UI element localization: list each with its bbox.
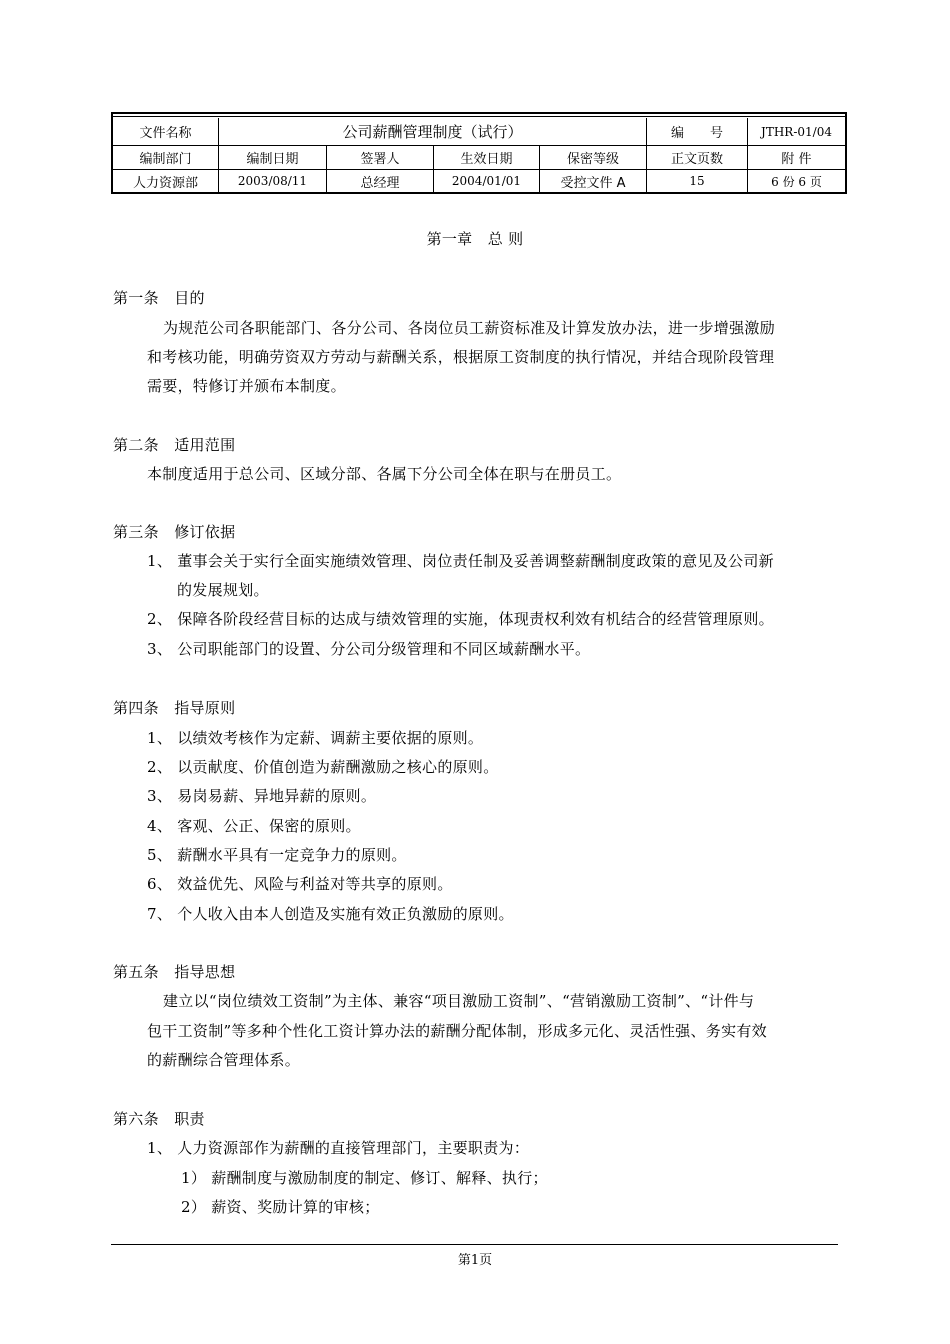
article-heading: 第五条 指导思想 (113, 963, 236, 981)
list-item: 4、 客观、公正、保密的原则。 (147, 817, 361, 835)
table-top-double-rule (113, 114, 845, 117)
doc-name-label: 文件名称 (113, 118, 219, 145)
doc-name-value: 公司薪酬管理制度（试行） (219, 118, 647, 145)
signer-value: 总经理 (327, 170, 434, 192)
table-row (113, 118, 845, 146)
footer-divider (111, 1244, 838, 1245)
paragraph-line: 建立以“岗位绩效工资制”为主体、兼容“项目激励工资制”、“营销激励工资制”、“计件与 (163, 992, 755, 1010)
doc-number-value: JTHR-01/04 (761, 124, 832, 139)
sub-list-item: 1） 薪酬制度与激励制度的制定、修订、解释、执行； (181, 1169, 548, 1187)
list-item: 1、 以绩效考核作为定薪、调薪主要依据的原则。 (147, 729, 484, 747)
sub-list-item: 2） 薪资、奖励计算的审核； (181, 1198, 380, 1216)
document-info-table (111, 112, 847, 194)
article-heading: 第三条 修订依据 (113, 523, 236, 541)
paragraph-line: 的薪酬综合管理体系。 (147, 1051, 301, 1069)
effective-date-label: 生效日期 (434, 146, 540, 169)
list-item: 2、 以贡献度、价值创造为薪酬激励之核心的原则。 (147, 758, 499, 776)
list-item: 3、 易岗易薪、异地异薪的原则。 (147, 787, 377, 805)
dept-label: 编制部门 (113, 146, 219, 169)
list-item-continuation: 的发展规划。 (177, 581, 269, 599)
effective-date-value: 2004/01/01 (434, 170, 540, 192)
page-number: 第1页 (457, 1253, 493, 1268)
doc-number-label: 编 号 (647, 118, 748, 145)
paragraph-line: 需要，特修订并颁布本制度。 (147, 377, 346, 395)
attachment-label: 附 件 (781, 152, 812, 167)
date-label: 编制日期 (219, 146, 327, 169)
list-item: 1、 人力资源部作为薪酬的直接管理部门，主要职责为： (147, 1139, 530, 1157)
security-level-value: 受控文件 A (540, 170, 647, 192)
paragraph-line: 包干工资制”等多种个性化工资计算办法的薪酬分配体制，形成多元化、灵活性强、务实有效 (147, 1022, 767, 1040)
list-item: 7、 个人收入由本人创造及实施有效正负激励的原则。 (147, 905, 514, 923)
article-heading: 第一条 目的 (113, 289, 205, 307)
dept-value: 人力资源部 (113, 170, 219, 192)
page-count-label: 正文页数 (647, 146, 748, 169)
chapter-title: 第一章 总 则 (426, 230, 524, 248)
list-item: 3、 公司职能部门的设置、分公司分级管理和不同区域薪酬水平。 (147, 640, 591, 658)
list-item: 5、 薪酬水平具有一定竞争力的原则。 (147, 846, 407, 864)
list-item: 2、 保障各阶段经营目标的达成与绩效管理的实施，体现责权利效有机结合的经营管理原则。 (147, 610, 774, 628)
paragraph-line: 本制度适用于总公司、区域分部、各属下分公司全体在职与在册员工。 (147, 465, 622, 483)
article-heading: 第六条 职责 (113, 1110, 205, 1128)
signer-label: 签署人 (327, 146, 434, 169)
article-heading: 第二条 适用范围 (113, 436, 236, 454)
paragraph-line: 和考核功能，明确劳资双方劳动与薪酬关系，根据原工资制度的执行情况，并结合现阶段管理 (147, 348, 775, 366)
list-item: 6、 效益优先、风险与利益对等共享的原则。 (147, 875, 453, 893)
attachment-value: 6 份 6 页 (771, 174, 822, 189)
article-heading: 第四条 指导原则 (113, 699, 236, 717)
date-value: 2003/08/11 (219, 170, 327, 192)
paragraph-line: 为规范公司各职能部门、各分公司、各岗位员工薪资标准及计算发放办法，进一步增强激励 (163, 319, 776, 337)
list-item: 1、 董事会关于实行全面实施绩效管理、岗位责任制及妥善调整薪酬制度政策的意见及公司新 (147, 552, 774, 570)
table-row (113, 170, 845, 192)
page-count-value: 15 (647, 170, 748, 192)
table-row (113, 146, 845, 170)
security-level-label: 保密等级 (540, 146, 647, 169)
